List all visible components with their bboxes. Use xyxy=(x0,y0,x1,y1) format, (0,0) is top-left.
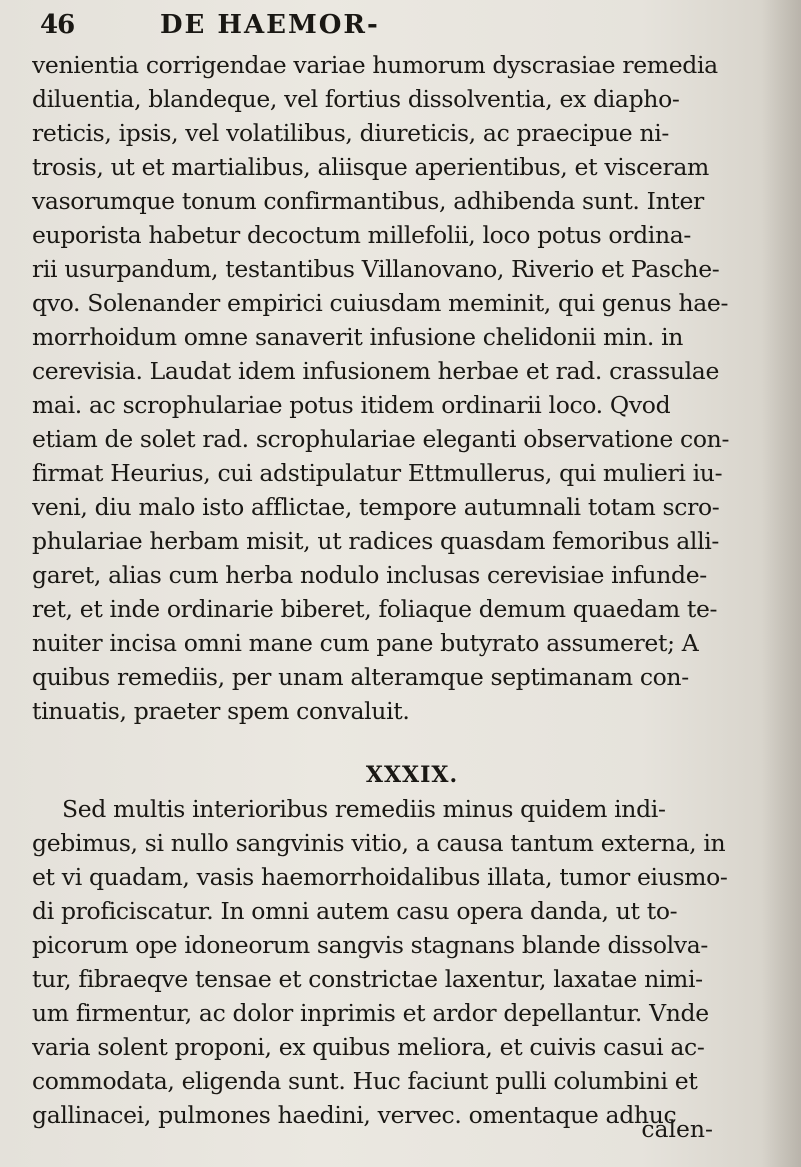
text-line: phulariae herbam misit, ut radices quasdam femoribus alli- xyxy=(32,527,720,555)
text-line: um firmentur, ac dolor inprimis et ardor depellantur. Vnde xyxy=(32,999,709,1027)
catchword-row xyxy=(0,1115,801,1155)
text-line: trosis, ut et martialibus, aliisque aperientibus, et visceram xyxy=(32,153,709,181)
text-line: morrhoidum omne sanaverit infusione chelidonii min. in xyxy=(32,323,684,351)
page-header xyxy=(40,6,760,46)
text-line: cerevisia. Laudat idem infusionem herbae et rad. crassulae xyxy=(32,357,720,385)
text-line: quibus remediis, per unam alteramque septimanam con- xyxy=(32,663,689,691)
text-line: veni, diu malo isto afflictae, tempore autumnali totam scro- xyxy=(32,493,720,521)
text-line: etiam de solet rad. scrophulariae eleganti observatione con- xyxy=(32,425,730,453)
text-line: firmat Heurius, cui adstipulatur Ettmullerus, qui mulieri iu- xyxy=(32,459,723,487)
text-line: qvo. Solenander empirici cuiusdam meminit, qui genus hae- xyxy=(32,289,729,317)
text-line: reticis, ipsis, vel volatilibus, diureticis, ac praecipue ni- xyxy=(32,119,669,147)
text-line: commodata, eligenda sunt. Huc faciunt pulli columbini et xyxy=(32,1067,698,1095)
text-line: diluentia, blandeque, vel fortius dissolventia, ex diapho- xyxy=(32,85,680,113)
page-number: 46 xyxy=(40,10,75,40)
text-line: varia solent proponi, ex quibus meliora, et cuivis casui ac- xyxy=(32,1033,705,1061)
running-head: DE HAEMOR- xyxy=(160,10,380,40)
text-line: vasorumque tonum confirmantibus, adhibenda sunt. Inter xyxy=(32,187,704,215)
text-line: di proficiscatur. In omni autem casu opera danda, ut to- xyxy=(32,897,678,925)
text-line: picorum ope idoneorum sangvis stagnans blande dissolva- xyxy=(32,931,708,959)
catchword: calen- xyxy=(641,1115,713,1143)
text-line: ret, et inde ordinarie biberet, foliaque demum quaedam te- xyxy=(32,595,718,623)
text-line: gallinacei, pulmones haedini, vervec. omentaque adhuc xyxy=(32,1101,677,1129)
text-line: tur, fibraeqve tensae et constrictae laxentur, laxatae nimi- xyxy=(32,965,703,993)
text-line: Sed multis interioribus remediis minus quidem indi- xyxy=(62,795,666,823)
text-line: garet, alias cum herba nodulo inclusas cerevisiae infunde- xyxy=(32,561,707,589)
text-line: tinuatis, praeter spem convaluit. xyxy=(32,697,410,725)
body-text xyxy=(32,48,792,1132)
section-number: XXXIX. xyxy=(365,762,459,788)
text-line: et vi quadam, vasis haemorrhoidalibus illata, tumor eiusmo- xyxy=(32,863,728,891)
text-line: nuiter incisa omni mane cum pane butyrato assumeret; A xyxy=(32,629,699,657)
text-line: rii usurpandum, testantibus Villanovano, Riverio et Pasche- xyxy=(32,255,720,283)
text-line: gebimus, si nullo sangvinis vitio, a causa tantum externa, in xyxy=(32,829,726,857)
text-line: venientia corrigendae variae humorum dyscrasiae remedia xyxy=(32,51,718,79)
section-spacer xyxy=(32,728,792,758)
text-line: euporista habetur decoctum millefolii, loco potus ordina- xyxy=(32,221,691,249)
text-line: mai. ac scrophulariae potus itidem ordinarii loco. Qvod xyxy=(32,391,671,419)
